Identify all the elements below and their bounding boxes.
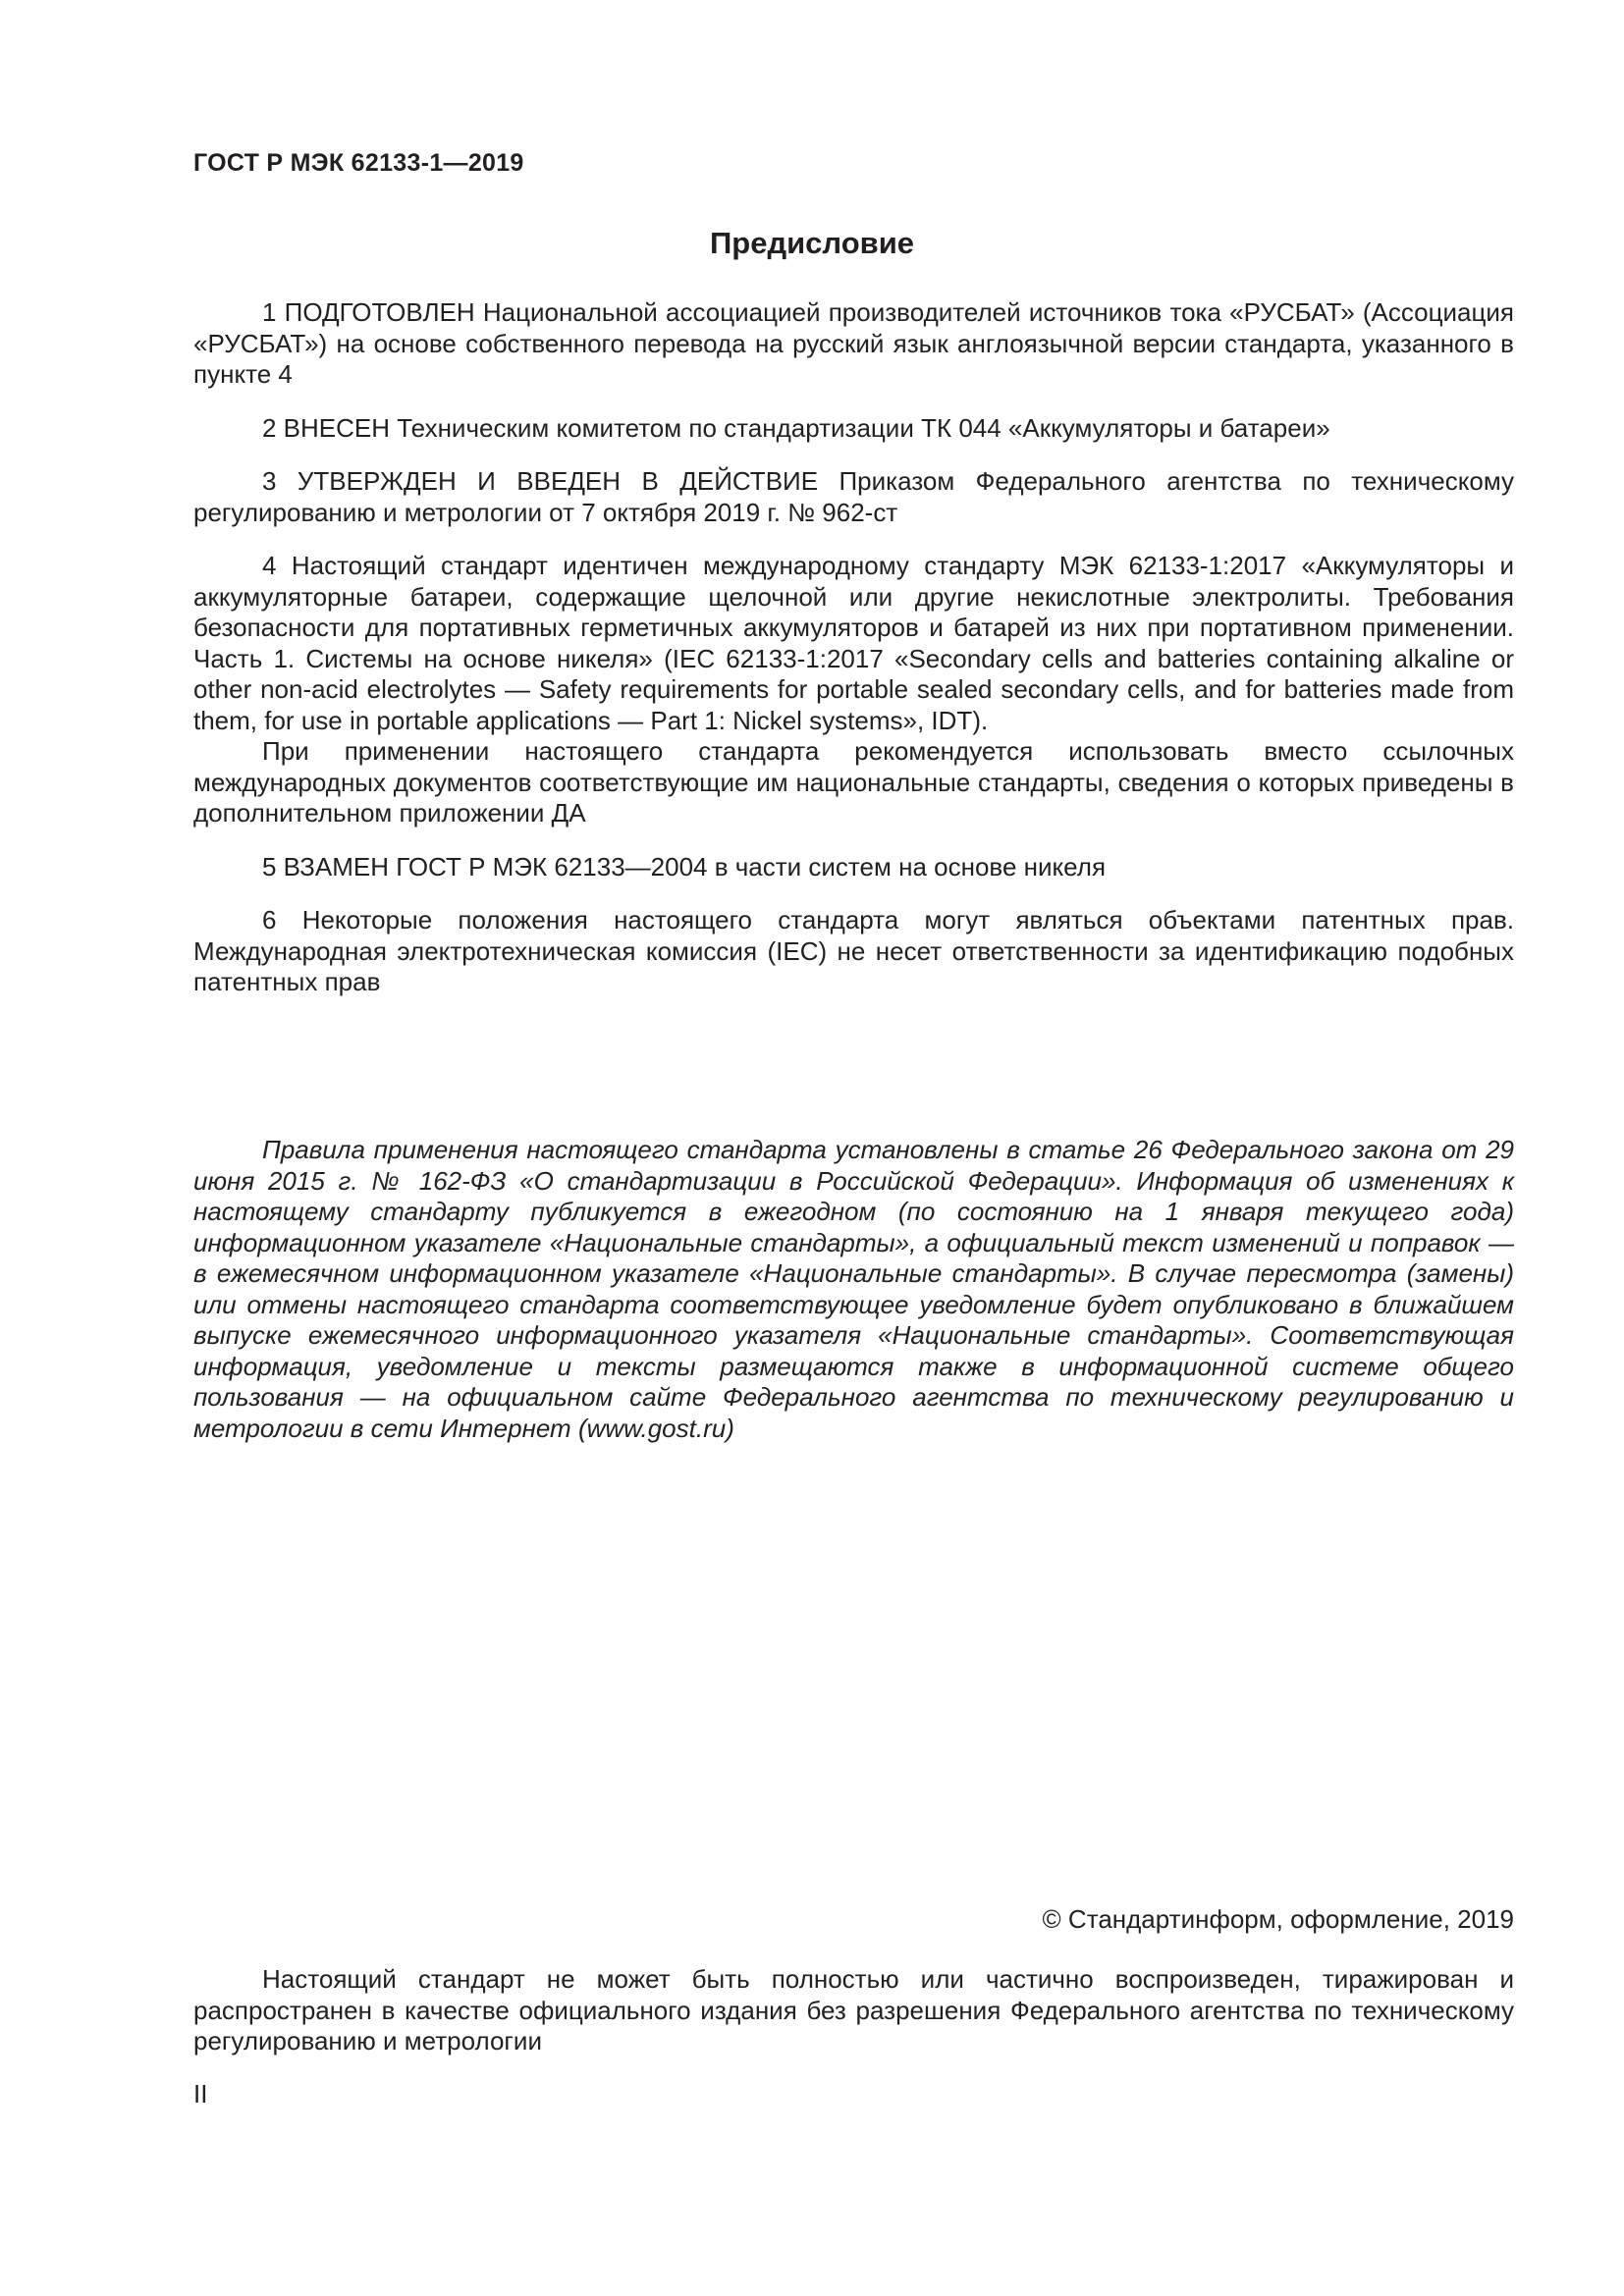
standard-code-header: ГОСТ Р МЭК 62133-1—2019 [193, 149, 524, 177]
page-number: II [193, 2079, 208, 2109]
application-rules-note: Правила применения настоящего стандарта установлены в статье 26 Федерального закона от 29 июня 2015 г. № 162-ФЗ «О стандартизации в Российской Федерации». Информация об изменениях к настоящему стандарту публикуется в ежегодном (по состоянию на 1 января текущего года) информационном указателе «Национальные стандарты», а официальный текст изменений и поправок — в ежемесячном информационном указателе «Национальные стандарты». В случае пересмотра (замены) или отмены настоящего стандарта соответствующее уведомление будет опубликовано в ближайшем выпуске ежемесячного информационного указателя «Национальные стандарты». Соответствующая информация, уведомление и тексты размещаются также в информационной системе общего пользования — на официальном сайте Федерального агентства по техническому регулированию и метрологии в сети Интернет (www.gost.ru) [193, 1135, 1514, 1443]
reproduction-notice: Настоящий стандарт не может быть полностью или частично воспроизведен, тиражирован и распространен в качестве официального издания без разрешения Федерального агентства по техническому регулированию и метрологии [193, 1964, 1514, 2056]
foreword-item-2: 2 ВНЕСЕН Техническим комитетом по стандартизации ТК 044 «Аккумуляторы и батареи» [262, 412, 1330, 443]
page-title: Предисловие [709, 226, 914, 260]
foreword-item-4: 4 Настоящий стандарт идентичен международному стандарту МЭК 62133-1:2017 «Аккумуляторы и аккумуляторные батареи, содержащие щелочной или другие некислотные электролиты. Требования безопасности для портативных герметичных аккумуляторов и батарей из них при портативном применении. Часть 1. Системы на основе никеля» (IEC 62133-1:2017 «Secondary cells and batteries containing alkaline or other non-acid electrolytes — Safety requirements for portable sealed secondary cells, and for batteries made from them, for use in portable applications — Part 1: Nickel systems», IDT). [193, 551, 1514, 735]
foreword-item-4-note: При применении настоящего стандарта рекомендуется использовать вместо ссылочных международных документов соответствующие им национальные стандарты, сведения о которых приведены в дополнительном приложении ДА [193, 736, 1514, 828]
foreword-item-3: 3 УТВЕРЖДЕН И ВВЕДЕН В ДЕЙСТВИЕ Приказом Федерального агентства по техническому регулированию и метрологии от 7 октября 2019 г. № 962-ст [193, 466, 1514, 527]
copyright-line: © Стандартинформ, оформление, 2019 [1042, 1904, 1514, 1934]
foreword-item-5: 5 ВЗАМЕН ГОСТ Р МЭК 62133—2004 в части систем на основе никеля [262, 851, 1107, 881]
foreword-item-6: 6 Некоторые положения настоящего стандарта могут являться объектами патентных прав. Международная электротехническая комиссия (IEC) не несет ответственности за идентификацию подобных патентных прав [193, 905, 1514, 996]
foreword-body [193, 297, 1514, 1021]
foreword-item-1: 1 ПОДГОТОВЛЕН Национальной ассоциацией производителей источников тока «РУСБАТ» (Ассоциация «РУСБАТ») на основе собственного перевода на русский язык англоязычной версии стандарта, указанного в пункте 4 [193, 297, 1514, 389]
